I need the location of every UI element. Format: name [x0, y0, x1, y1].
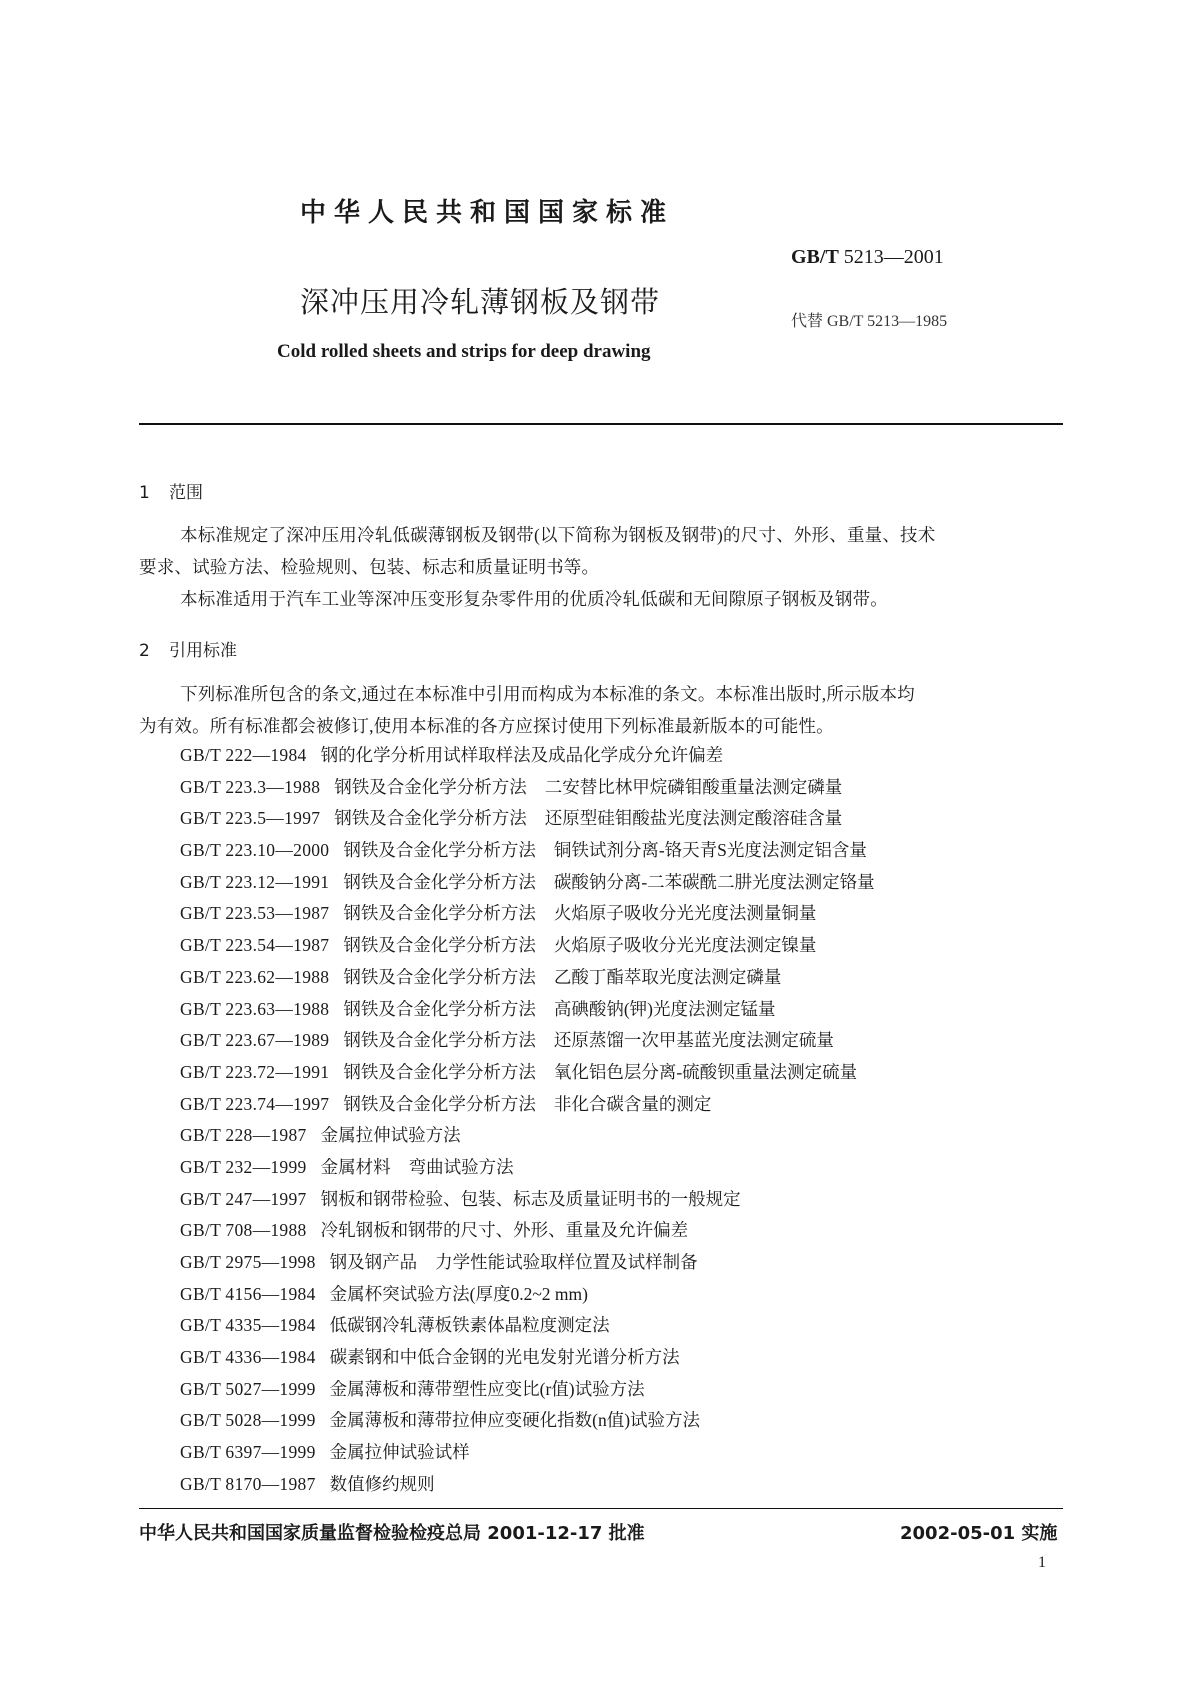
- reference-title: 钢铁及合金化学分析方法: [343, 966, 536, 987]
- reference-code: GB/T 8170—1987: [180, 1473, 316, 1494]
- paragraph-line: 为有效。所有标准都会被修订,使用本标准的各方应探讨使用下列标准最新版本的可能性。: [139, 716, 834, 736]
- reference-subtitle: 火焰原子吸收分光光度法测量铜量: [553, 903, 817, 924]
- paragraph-line: 本标准适用于汽车工业等深冲压变形复杂零件用的优质冷轧低碳和无间隙原子钢板及钢带。: [180, 589, 888, 609]
- reference-item: [180, 1152, 875, 1184]
- paragraph-line: 下列标准所包含的条文,通过在本标准中引用而构成为本标准的条文。本标准出版时,所示版本均: [180, 684, 915, 704]
- reference-title: 钢板和钢带检验、包装、标志及质量证明书的一般规定: [320, 1188, 741, 1209]
- reference-code: GB/T 223.72—1991: [180, 1061, 330, 1082]
- reference-code: GB/T 232—1999: [180, 1156, 307, 1177]
- reference-list: [180, 740, 875, 1501]
- reference-item: [180, 994, 875, 1026]
- reference-code: GB/T 708—1988: [180, 1220, 307, 1241]
- reference-code: GB/T 223.63—1988: [180, 998, 330, 1019]
- reference-title: 钢铁及合金化学分析方法: [343, 840, 536, 861]
- reference-title: 冷轧钢板和钢带的尺寸、外形、重量及允许偏差: [320, 1220, 689, 1241]
- section-title: 引用标准: [169, 641, 237, 661]
- reference-title: 钢铁及合金化学分析方法: [334, 808, 527, 829]
- footer-divider: [139, 1508, 1063, 1509]
- reference-subtitle: 还原型硅钼酸盐光度法测定酸溶硅含量: [544, 808, 843, 829]
- reference-title: 钢铁及合金化学分析方法: [343, 903, 536, 924]
- reference-code: GB/T 5028—1999: [180, 1410, 316, 1431]
- reference-item: [180, 1057, 875, 1089]
- reference-item: [180, 1120, 875, 1152]
- reference-subtitle: 二安替比林甲烷磷钼酸重量法测定磷量: [544, 776, 843, 797]
- reference-subtitle: 弯曲试验方法: [408, 1156, 514, 1177]
- reference-title: 金属材料: [320, 1156, 391, 1177]
- reference-subtitle: 铜铁试剂分离-铬天青S光度法测定铝含量: [553, 840, 867, 861]
- reference-title: 碳素钢和中低合金钢的光电发射光谱分析方法: [329, 1347, 680, 1368]
- reference-item: [180, 867, 875, 899]
- reference-code: GB/T 6397—1999: [180, 1442, 316, 1463]
- reference-item: [180, 1469, 875, 1501]
- approval-statement: 中华人民共和国国家质量监督检验检疫总局 2001-12-17 批准: [139, 1523, 645, 1544]
- reference-subtitle: 力学性能试验取样位置及试样制备: [435, 1252, 698, 1272]
- reference-item: [180, 1215, 875, 1247]
- reference-item: [180, 1025, 875, 1057]
- standard-number: [791, 246, 944, 269]
- implementation-date: 2002-05-01 实施: [900, 1523, 1058, 1544]
- paragraph-line: 要求、试验方法、检验规则、包装、标志和质量证明书等。: [139, 557, 600, 577]
- english-title: Cold rolled sheets and strips for deep drawing: [277, 341, 651, 362]
- reference-code: GB/T 223.62—1988: [180, 966, 330, 987]
- reference-title: 钢铁及合金化学分析方法: [343, 1030, 536, 1051]
- reference-title: 金属拉伸试验试样: [329, 1442, 470, 1463]
- reference-code: GB/T 223.3—1988: [180, 776, 321, 797]
- reference-code: GB/T 223.5—1997: [180, 808, 321, 829]
- reference-title: 钢及钢产品: [329, 1252, 418, 1272]
- reference-subtitle: 氧化铝色层分离-硫酸钡重量法测定硫量: [553, 1061, 858, 1082]
- reference-title: 金属杯突试验方法(厚度0.2~2 mm): [329, 1283, 588, 1304]
- reference-subtitle: 火焰原子吸收分光光度法测定镍量: [553, 935, 817, 956]
- reference-item: [180, 1342, 875, 1374]
- reference-title: 金属薄板和薄带拉伸应变硬化指数(n值)试验方法: [329, 1410, 701, 1431]
- section-1-heading: [139, 478, 203, 503]
- replaces-note: 代替 GB/T 5213—1985: [791, 313, 948, 330]
- reference-code: GB/T 223.67—1989: [180, 1030, 330, 1051]
- reference-code: GB/T 223.12—1991: [180, 871, 330, 892]
- reference-title: 金属薄板和薄带塑性应变比(r值)试验方法: [329, 1378, 645, 1399]
- section-number: 2: [139, 641, 150, 661]
- header-divider: [139, 423, 1063, 425]
- reference-item: [180, 740, 875, 772]
- reference-title: 钢铁及合金化学分析方法: [343, 998, 536, 1019]
- reference-subtitle: 高碘酸钠(钾)光度法测定锰量: [553, 998, 776, 1019]
- reference-item: [180, 803, 875, 835]
- paragraph-line: 本标准规定了深冲压用冷轧低碳薄钢板及钢带(以下简称为钢板及钢带)的尺寸、外形、重量、技术: [180, 525, 936, 545]
- reference-item: [180, 835, 875, 867]
- reference-code: GB/T 228—1987: [180, 1125, 307, 1146]
- reference-item: [180, 962, 875, 994]
- reference-code: GB/T 223.10—2000: [180, 840, 330, 861]
- reference-subtitle: 碳酸钠分离-二苯碳酰二肼光度法测定铬量: [553, 871, 875, 892]
- reference-code: GB/T 5027—1999: [180, 1378, 316, 1399]
- reference-item: [180, 772, 875, 804]
- reference-code: GB/T 247—1997: [180, 1188, 307, 1209]
- section-number: 1: [139, 483, 150, 503]
- reference-item: [180, 1405, 875, 1437]
- page-number: 1: [1038, 1554, 1046, 1571]
- reference-title: 钢铁及合金化学分析方法: [343, 1061, 536, 1082]
- document-title: 深冲压用冷轧薄钢板及钢带: [300, 285, 661, 319]
- reference-code: GB/T 2975—1998: [180, 1252, 316, 1272]
- reference-title: 数值修约规则: [329, 1473, 435, 1494]
- reference-item: [180, 1437, 875, 1469]
- reference-title: 低碳钢冷轧薄板铁素体晶粒度测定法: [329, 1315, 610, 1336]
- reference-title: 金属拉伸试验方法: [320, 1125, 461, 1146]
- section-title: 范围: [169, 483, 203, 503]
- standard-prefix: GB/T: [791, 246, 839, 268]
- reference-title: 钢铁及合金化学分析方法: [343, 871, 536, 892]
- national-standard-heading: 中华人民共和国国家标准: [300, 198, 675, 228]
- reference-code: GB/T 4335—1984: [180, 1315, 316, 1336]
- reference-item: [180, 1310, 875, 1342]
- reference-code: GB/T 223.74—1997: [180, 1093, 330, 1114]
- reference-code: GB/T 223.53—1987: [180, 903, 330, 924]
- reference-code: GB/T 4336—1984: [180, 1347, 316, 1368]
- reference-title: 钢的化学分析用试样取样法及成品化学成分允许偏差: [320, 745, 724, 765]
- reference-item: [180, 1247, 875, 1279]
- reference-item: [180, 1279, 875, 1311]
- reference-subtitle: 乙酸丁酯萃取光度法测定磷量: [553, 966, 782, 987]
- reference-item: [180, 1184, 875, 1216]
- reference-item: [180, 930, 875, 962]
- reference-subtitle: 还原蒸馏一次甲基蓝光度法测定硫量: [553, 1030, 834, 1051]
- section-2-heading: [139, 636, 237, 661]
- reference-code: GB/T 222—1984: [180, 745, 307, 765]
- reference-title: 钢铁及合金化学分析方法: [343, 1093, 536, 1114]
- reference-code: GB/T 4156—1984: [180, 1283, 316, 1304]
- reference-subtitle: 非化合碳含量的测定: [553, 1093, 712, 1114]
- reference-title: 钢铁及合金化学分析方法: [343, 935, 536, 956]
- standard-number-value: 5213—2001: [843, 246, 944, 268]
- reference-item: [180, 898, 875, 930]
- reference-item: [180, 1374, 875, 1406]
- reference-code: GB/T 223.54—1987: [180, 935, 330, 956]
- reference-title: 钢铁及合金化学分析方法: [334, 776, 527, 797]
- reference-item: [180, 1089, 875, 1121]
